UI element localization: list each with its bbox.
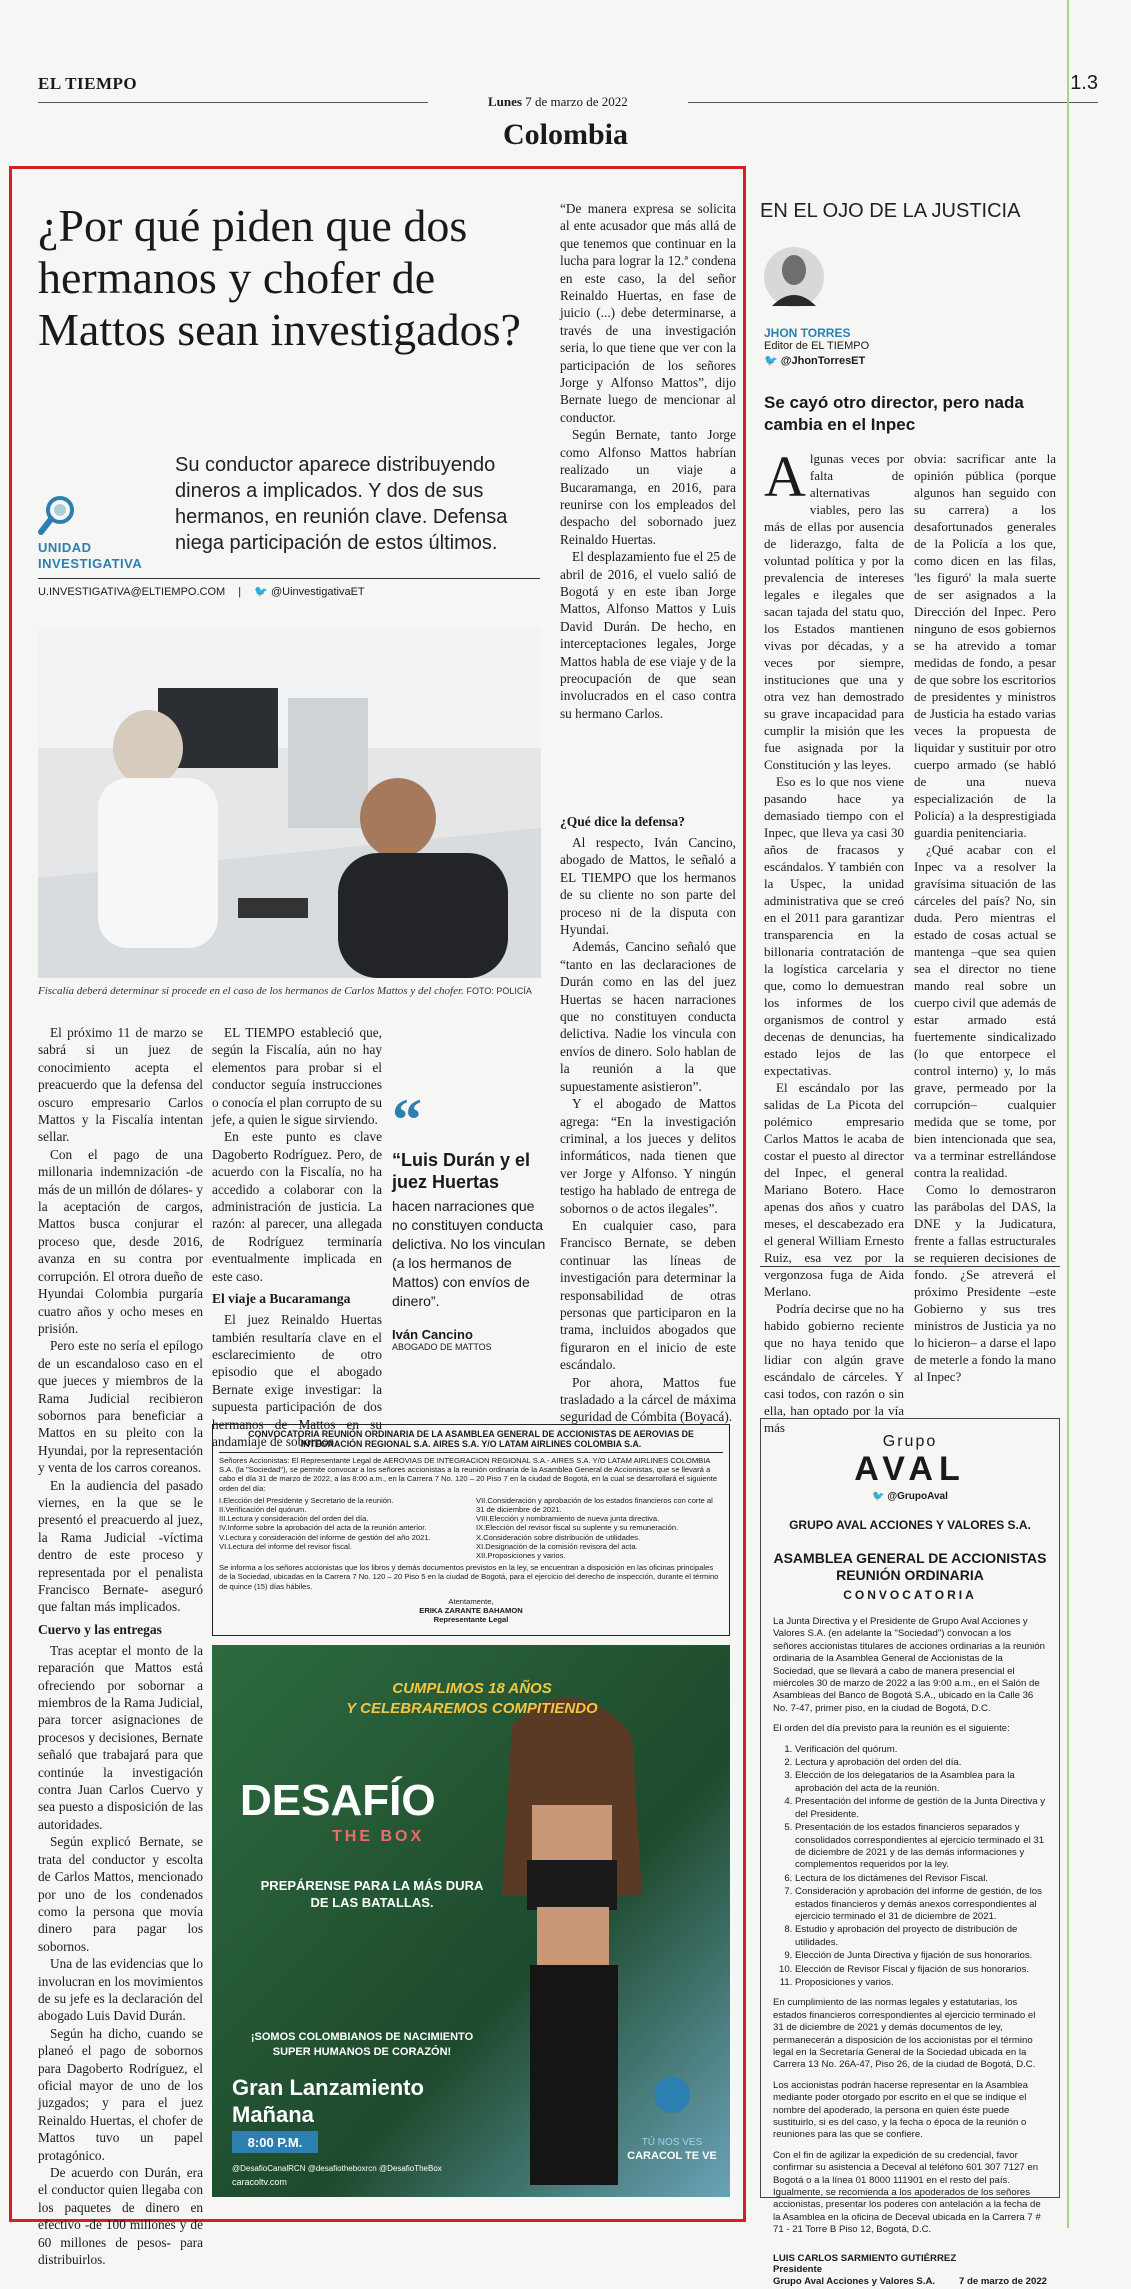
- agenda-item: VII.Consideración y aprobación de los estados financieros con corte al 31 de diciembre de 2021.: [476, 1495, 713, 1515]
- agenda-item: II.Verificación del quórum.: [219, 1505, 307, 1515]
- desafio-social: @DesafioCanalRCN @desafiotheboxrcn @DesafioTheBox: [232, 2164, 442, 2173]
- col3-paragraph: El desplazamiento fue el 25 de abril de 2016, el vuelo salió de Bogotá y en este iban Jorge Mattos, Alfonso Mattos y Luis David Durán. De hecho, en interceptaciones legales, Jorge Mattos habla de ese viaje y de la preocupación de que sean involucrados en el caso contra su hermano Carlos.: [560, 549, 736, 721]
- opinion-end-rule: [760, 1266, 1060, 1267]
- aerovias-title: CONVOCATORIA REUNIÓN ORDINARIA DE LA ASAMBLEA GENERAL DE ACCIONISTAS DE AEROVIAS DE INTEGRACIÓN REGIONAL S.A. AIRES S.A. Y/O LATAM AIRLINES COLOMBIA S.A.: [219, 1429, 723, 1453]
- caracol-logo-icon: [654, 2077, 690, 2113]
- desafio-top-2: Y CELEBRAREMOS COMPITIENDO: [346, 1700, 598, 1717]
- col3-paragraph: Además, Cancino señaló que “tanto en las declaraciones de Durán como en las del juez Huertas se hacen narraciones que no constituyen conducta delictiva. Nadie los vincula con envíos de dinero. Solo hablan de la reunión a la que supuestamente asistieron”.: [560, 939, 736, 1094]
- agenda-item: 6. Lectura de los dictámenes del Revisor Fiscal.: [795, 1873, 1047, 1885]
- desafio-logo: DESAFÍO: [240, 1776, 436, 1825]
- aerovias-outro: Se informa a los señores accionistas que los libros y demás documentos previstos en la ley, se encuentran a disposición en las oficinas principales de la Sociedad, ubicadas en la Carrera 7 No. 120 – 20 Piso 5 en la ciudad de Bogotá, para el ejercicio del derecho de inspección, durante el término de quince (15) días hábiles.: [219, 1563, 719, 1591]
- article-column-2: [212, 1024, 382, 1450]
- opinion-column-a: Algunas veces por falta de alternativas viables, pero las más de ellas por ausencia de liderazgo, falta de voluntad política y por la prevalencia de intereses legales e ilegales que sacan tajada del statu quo, los Estados mantienen vivas por décadas, y a veces por siempre, instituciones que una y otra vez han demostrado su grave incapacidad para cumplir la misión que les fue asignada por la Constitución y las leyes. Eso es lo que nos viene pasando hace ya demasiado tiempo con el Inpec, que lleva ya casi 30 años de fracasos y escándalos. Y también con la Uspec, la unidad administrativa que se creó en el 2011 para garantizar transparencia en la billonaria contratación de la logística carcelaria y que, como lo demuestran los informes de los organismos de control y decenas de denuncias, ha estado lejos de las expectativas. El escándalo por las salidas de La Picota del polémico empresario Carlos Mattos le acaba de costar el puesto al director del Inpec, el general Mariano Botero. Hace apenas dos años y cuatro meses, el descabezado era el general William Ernesto Ruiz, esa vez por la vergonzosa fuga de Aida Merlano. Podría decirse que no ha habido gobierno reciente que no haya tenido que lidiar con algún grave escándalo de cárceles. Y casi todos, con razón o sin ella, han optado por la vía más: [764, 444, 904, 1435]
- quote-author-role: ABOGADO DE MATTOS: [392, 1342, 492, 1352]
- aval-signer: LUIS CARLOS SARMIENTO GUTIÉRREZ: [773, 2252, 957, 2264]
- col3-subheading: ¿Qué dice la defensa?: [560, 814, 685, 829]
- byline-twitter: @UinvestigativaET: [270, 586, 365, 598]
- agenda-item: 2. Lectura y aprobación del orden del día.: [795, 1757, 1047, 1769]
- agenda-item: 10. Elección de Revisor Fiscal y fijación de sus honorarios.: [795, 1964, 1047, 1976]
- aval-grupo: Grupo: [882, 1433, 938, 1450]
- aerovias-notice: [212, 1424, 730, 1636]
- masthead: [38, 62, 1098, 109]
- quote-lead: “Luis Durán y el juez Huertas: [392, 1150, 531, 1192]
- desafio-tagline: TÚ NOS VES: [641, 2137, 703, 2148]
- desafio-launch-1: Gran Lanzamiento: [232, 2075, 424, 2100]
- col3-paragraph: Según Bernate, tanto Jorge como Alfonso Mattos habrían realizado un viaje a Bucaramanga, en 2016, para reunirse con los empleados del despacho del sobornado juez Reinaldo Huertas.: [560, 427, 736, 547]
- desafio-top-1: CUMPLIMOS 18 AÑOS: [392, 1680, 552, 1697]
- agenda-item: 9. Elección de Junta Directiva y fijación de sus honorarios.: [795, 1950, 1047, 1962]
- desafio-web: caracoltv.com: [232, 2177, 287, 2187]
- desafio-ad: [212, 1645, 730, 2197]
- article-subhead: Su conductor aparece distribuyendo dineros a implicados. Y dos de sus hermanos, en reunión clave. Defensa niega participación de estos últimos.: [175, 454, 508, 554]
- col2-paragraph: En este punto es clave Dagoberto Rodríguez. Pero, de acuerdo con la Fiscalía, no ha accedido a colaborar con la administración de justicia. La razón: al parecer, una allegada de Rodríguez terminaría eventualmente implicada en este caso.: [212, 1129, 382, 1284]
- col1-subheading: Cuervo y las entregas: [38, 1621, 162, 1637]
- col1-paragraph: De acuerdo con Durán, era el conductor quien llegaba con los paquetes de dinero en efectivo -de 100 millones y de 60 millones de pesos- para distribuirlos.: [38, 2165, 203, 2268]
- desafio-time: 8:00 P.M.: [247, 2135, 303, 2150]
- twitter-icon: 🐦: [254, 586, 268, 598]
- quote-text: hacen narraciones que no constituyen conducta delictiva. No los vinculan (a los hermanos de Mattos) con envíos de dinero”.: [392, 1198, 546, 1309]
- col3-paragraph: Por ahora, Mattos fue trasladado a la cárcel de máxima seguridad de Cómbita (Boyacá).: [560, 1374, 736, 1425]
- unit-label: UNIDAD INVESTIGATIVA: [38, 540, 143, 571]
- aerovias-agenda-left: [219, 1496, 466, 1560]
- agenda-item: 1. Verificación del quórum.: [795, 1744, 1047, 1756]
- col1-paragraph: El próximo 11 de marzo se sabrá si un juez de conocimiento acepta el preacuerdo que la defensa del oscuro empresario Carlos Mattos y la Fiscalía intentan sellar.: [38, 1025, 203, 1145]
- byline-email: U.INVESTIGATIVA@ELTIEMPO.COM: [38, 586, 226, 598]
- desafio-tag-2: DE LAS BATALLAS.: [310, 1895, 434, 1910]
- aval-signer-role: Presidente: [773, 2263, 823, 2275]
- article-column-3-top: [560, 200, 736, 722]
- desafio-ad-art: [212, 1645, 730, 2197]
- article-photo: [38, 628, 541, 978]
- agenda-item: 7. Consideración y aprobación del informe de gestión, de los estados financieros y demás anexos correspondientes al ejercicio terminado el 31 de diciembre de 2021.: [795, 1886, 1047, 1923]
- col1-paragraph: En la audiencia del pasado viernes, en la que se le presentó el preacuerdo al juez, la Rama Judicial -víctima dentro de este proceso y representada por el penalista Francisco Bernate- aseguró que faltan más implicados.: [38, 1477, 203, 1615]
- agenda-item: IV.Informe sobre la aprobación del acta de la reunión anterior.: [219, 1523, 427, 1533]
- desafio-launch-2: Mañana: [232, 2102, 314, 2127]
- col3-paragraph: En cualquier caso, para Francisco Bernate, se deben continuar las líneas de investigación para determinar la responsabilidad de otras personas que participaron en la trama, incluidos abogados que figuraron en el inicio de este escándalo.: [560, 1217, 736, 1373]
- drop-cap: A: [764, 444, 806, 509]
- twitter-icon: 🐦: [764, 355, 781, 367]
- col1-paragraph: Tras aceptar el monto de la reparación que Mattos está ofreciendo por sobornar a miembros de la Rama Judicial, para torcer asignaciones de procesos y decisiones, Bernate señaló que trabajará para que continúe la investigación contra Juan Carlos Cuervo y sea puesto a disposición de las autoridades.: [38, 1642, 203, 1832]
- author-avatar: [764, 244, 824, 310]
- aval-signer-company: Grupo Aval Acciones y Valores S.A. 7 de marzo de 2022: [773, 2276, 1047, 2288]
- desafio-tag-1: PREPÁRENSE PARA LA MÁS DURA: [260, 1878, 484, 1893]
- article-headline: ¿Por qué piden que dos hermanos y chofer de Mattos sean investigados?: [38, 200, 521, 355]
- desafio-channel: CARACOL TE VE: [627, 2150, 717, 2162]
- aval-twitter: 🐦 @GrupoAval: [872, 1491, 948, 1502]
- photo-credit: FOTO: POLICÍA: [466, 986, 532, 996]
- agenda-item: IX.Elección del revisor fiscal su suplente y su remuneración.: [476, 1523, 679, 1533]
- article-column-3: [560, 808, 736, 1426]
- byline-bar: U.INVESTIGATIVA@ELTIEMPO.COM | 🐦 @UinvestigativaET: [38, 578, 540, 598]
- photo-caption: Fiscalía deberá determinar si procede en el caso de los hermanos de Carlos Mattos y del chofer. FOTO: POLICÍA: [38, 985, 532, 997]
- masthead-rule-right: [688, 102, 1098, 103]
- aerovias-signature: Atentamente, ERIKA ZARANTE BAHAMON Representante Legal: [419, 1596, 523, 1625]
- desafio-mid-2: SUPER HUMANOS DE CORAZÓN!: [272, 2046, 452, 2058]
- quote-author: Iván Cancino: [392, 1327, 473, 1342]
- magnifier-icon: [38, 494, 78, 538]
- issue-date: Lunes 7 de marzo de 2022: [488, 94, 628, 109]
- col1-paragraph: Con el pago de una millonaria indemnización -de más de un millón de dólares- y la aceptación de cargos, Mattos busca conjurar el proceso que, desde 2016, avanza en su contra por corrupción. El otrora dueño de Hyundai Colombia purgaría cuatro años y ocho meses en prisión.: [38, 1146, 203, 1336]
- col3-paragraph: “De manera expresa se solicita al ente acusador que más allá de que tenemos que continuar en la lucha para lograr la 12.ª condena en este caso, la del señor Reinaldo Huertas, en fase de juicio (...) debe determinarse, a través de una investigación seria, lo que tiene que ver con la participación de los señores Jorge y Alfonso Mattos”, dijo Bernate luego de mencionar al conductor.: [560, 201, 736, 425]
- opinion-column-b: obvia: sacrificar ante la opinión pública (porque algunos han seguido con su carrera) a los desafortunados generales de la Policía a los que, como dicen en las filas, 'les figuró' la mala suerte de ser asignados a la Dirección del Inpec. Pero ninguno de esos gobiernos se ha atrevido a tomar medidas de fondo, a pesar de que sobre los escritorios de presidentes y ministros de Justicia ha estado varias veces la propuesta de liquidar y sustituir por otro cuerpo armado (se habló de una nueva especialización de la Policía) a la desprestigiada guardia penitenciaria. ¿Qué acabar con el Inpec va a resolver la gravísima situación de las cárceles del país? No, sin duda. Pero mientras el estado de cosas actual se mantenga –que sea quien sea el director no tiene mando real sobre un cuerpo civil que además de estar armado está fuertemente sindicalizado (lo que entorpece el control interno) y, lo más grave, permeado por la corrupción– cualquier medida que se tome, por bien intencionada que sea, va a terminar estrellándose contra la realidad. Como lo demostraron las parábolas del DAS, la DNE y la Judicatura, frente a fallas estructurales se requieren decisiones de fondo. ¿Se atreverá el próximo Presidente –este Gobierno y sus tres ministros de Justicia ya no lo hicieron– a darse el lapo de meterle a fondo la mano al Inpec?: [914, 451, 1056, 1384]
- article-column-1: [38, 1024, 203, 2268]
- quote-mark-icon: “: [392, 1087, 422, 1153]
- author-twitter: 🐦 @JhonTorresET: [764, 355, 866, 367]
- agenda-item: 5. Presentación de los estados financieros separados y consolidados correspondientes al ejercicio terminado el 31 de diciembre de 2021 y de las demás informaciones y complementos requeridos por la ley.: [795, 1822, 1047, 1872]
- agenda-item: 4. Presentación del informe de gestión de la Junta Directiva y del Presidente.: [795, 1796, 1047, 1821]
- agenda-item: VI.Lectura del informe del revisor fiscal.: [219, 1541, 352, 1551]
- col1-paragraph: Pero este no sería el epílogo de un escandaloso caso en el que jueces y miembros de la Rama Judicial recibieron sobornos para beneficiar a Mattos en su pleito con la Hyundai, por la representación y venta de los carros coreanos.: [38, 1338, 203, 1476]
- agenda-item: 8. Estudio y aprobación del proyecto de distribución de utilidades.: [795, 1924, 1047, 1949]
- agenda-item: III.Lectura y consideración del orden del día.: [219, 1514, 369, 1524]
- aerovias-intro: Señores Accionistas: El Representante Legal de AEROVIAS DE INTEGRACION REGIONAL S.A.- AIRES S.A. Y/O LATAM AIRLINES COLOMBIA S.A. (la "Sociedad"), se permite convocar a los señores accionistas a la reunión ordinaria de la Asamblea General de Accionistas, que se llevará a cabo el día 31 de marzo de 2022, a las 8:00 a.m., en la Carrera 7 No. 120 – 20 Piso 7 en la ciudad de Bogotá, en la cual se desarrollará el siguiente orden del día:: [219, 1456, 718, 1493]
- agenda-item: I.Elección del Presidente y Secretario de la reunión.: [219, 1495, 394, 1505]
- col3-paragraph: Y el abogado de Mattos agrega: “En la investigación criminal, a los jueces y delitos informáticos, nada tienen que ver Jorge y Alfonso. Y ningún testigo ha hablado de entrega de sobornos o de actos ilegales”.: [560, 1096, 736, 1216]
- agenda-item: X.Consideración sobre distribución de utilidades.: [476, 1532, 641, 1542]
- opinion-title: Se cayó otro director, pero nada cambia en el Inpec: [764, 393, 1024, 434]
- masthead-rule-left: [38, 102, 428, 103]
- agenda-item: XII.Proposiciones y varios.: [476, 1551, 566, 1561]
- aval-agenda: [795, 1744, 1047, 1990]
- aval-company: GRUPO AVAL ACCIONES Y VALORES S.A.: [789, 1518, 1031, 1532]
- agenda-item: XI.Designación de la comisión revisora del acta.: [476, 1541, 638, 1551]
- col2-paragraph: El juez Reinaldo Huertas también resultaría clave en el esclarecimiento de otro episodio que el abogado Bernate exige investigar: la supuesta participación de dos hermanos de Mattos en su andamiaje de sobornos.: [212, 1312, 382, 1449]
- aval-convocatoria: CONVOCATORIA: [843, 1588, 977, 1602]
- col1-paragraph: Según explicó Bernate, se trata del conductor y escolta de Carlos Mattos, mencionado por uno de los condenados como la persona que movía dinero para pagar los sobornos.: [38, 1834, 203, 1954]
- aval-notice: [760, 1418, 1060, 2288]
- col1-paragraph: Según ha dicho, cuando se planeó el pago de sobornos para Dagoberto Rodríguez, el oficial mayor de uno de los juzgados; y para el juez Reinaldo Huertas, el chofer de Mattos tuvo un papel protagónico.: [38, 2025, 203, 2163]
- col2-paragraph: EL TIEMPO estableció que, según la Fiscalía, aún no hay elementos para probar si el conductor seguía instrucciones o conocía el plan corrupto de su jefe, a quien le sigue sirviendo.: [212, 1025, 382, 1128]
- twitter-icon: 🐦: [872, 1491, 888, 1502]
- brand-name: EL TIEMPO: [38, 74, 138, 93]
- section-title: Colombia: [502, 118, 628, 151]
- agenda-item: V.Lectura y consideración del informe de gestión del año 2021.: [219, 1532, 431, 1542]
- author-role: Editor de EL TIEMPO: [764, 340, 870, 352]
- pull-quote: [392, 1087, 547, 1352]
- col1-paragraph: Una de las evidencias que lo involucran en los movimientos de su jefe es la declaración del abogado Luis David Durán.: [38, 1956, 203, 2024]
- opinion-section-title: EN EL OJO DE LA JUSTICIA: [760, 200, 1021, 222]
- aval-logo: AVAL: [854, 1450, 966, 1488]
- author-name: JHON TORRES: [764, 326, 851, 340]
- scan-guide-line: [1067, 0, 1069, 2228]
- desafio-logo-sub: THE BOX: [332, 1828, 425, 1845]
- aval-body: La Junta Directiva y el Presidente de Grupo Aval Acciones y Valores S.A. (en adelante la "Sociedad") convocan a los señores accionistas titulares de acciones ordinarias a la reunión ordinaria de la Asamblea General de Accionistas de la Sociedad, que se llevará a cabo de manera presencial el miércoles 30 de marzo de 2022 a las 9:00 a.m., en el Salón de Asambleas del Banco de Bogotá S.A., ubicado en la Calle 36 No. 7-47, primer piso, en la ciudad de Bogotá, D.C. El orden del día previsto para la reunión es el siguiente: 1. Verificación del quórum. 2. Lectura y aprobación del orden del día. 3. Elección de los delegatarios de la Asamblea para la aprobación del acta de la reunión. 4. Presentación del informe de gestión de la Junta Directiva y del Presidente. 5. Presentación de los estados financieros separados y consolidados correspondientes al ejercicio terminado el 31 de diciembre de 2021 y de las demás informaciones y complementos requeridos por la ley. 6. Lectura de los dictámenes del Revisor Fiscal. 7. Consideración y aprobación del informe de gestión, de los estados financieros y demás anexos correspondientes al ejercicio terminado el 31 de diciembre de 2021. 8. Estudio y aprobación del proyecto de distribución de utilidades. 9. Elección de Junta Directiva y fijación de sus honorarios. 10. Elección de Revisor Fiscal y fijación de sus honorarios. 11. Proposiciones y varios. En cumplimiento de las normas legales y estatutarias, los estados financieros correspondientes al ejercicio terminado el 31 de diciembre de 2021 y demás documentos de ley, permanecerán a disposición de los accionistas por el término legal en la Secretaría General de la Sociedad ubicada en la Carrera 13 No. 26A-47, Piso 26, de la ciudad de Bogotá, D.C. Los accionistas podrán hacerse representar en la Asamblea mediante poder otorgado por escrito en el que se indique el nombre del apoderado, la persona en quien éste puede sustituirlo, si es del caso, y la fecha o época de la reunión o reuniones para las que se confiere. Con el fin de agilizar la expedición de su credencial, favor confirmar su asistencia a Deceval al teléfono 601 307 7127 en Bogotá o a la línea 01 8000 111901 en el resto del país. Igualmente, se recomienda a los apoderados de los señores accionistas, presentar los poderes con antelación a la fecha de la Asamblea en la oficina de Deceval ubicada en la Carrera 7 # 71 - 21 Torre B Piso 12, Bogotá, D.C. LUIS CARLOS SARMIENTO GUTIÉRREZ Presidente Grupo Aval Acciones y Valores S.A. 7 de marzo de 2022: [773, 1616, 1047, 2289]
- desafio-mid-1: ¡SOMOS COLOMBIANOS DE NACIMIENTO: [250, 2031, 474, 2043]
- aval-assembly: ASAMBLEA GENERAL DE ACCIONISTAS REUNIÓN ORDINARIA: [773, 1550, 1047, 1583]
- aerovias-agenda-right: [476, 1496, 723, 1560]
- agenda-item: 11. Proposiciones y varios.: [795, 1977, 1047, 1989]
- agenda-item: 3. Elección de los delegatarios de la Asamblea para la aprobación del acta de la reunión.: [795, 1770, 1047, 1795]
- page-number: 1.3: [1070, 72, 1098, 94]
- col3-paragraph: Al respecto, Iván Cancino, abogado de Mattos, le señaló a EL TIEMPO que los hermanos de su cliente no son parte del proceso ni de la disputa con Hyundai.: [560, 835, 736, 938]
- col2-subheading: El viaje a Bucaramanga: [212, 1291, 351, 1307]
- agenda-item: VIII.Elección y nombramiento de nueva junta directiva.: [476, 1514, 660, 1524]
